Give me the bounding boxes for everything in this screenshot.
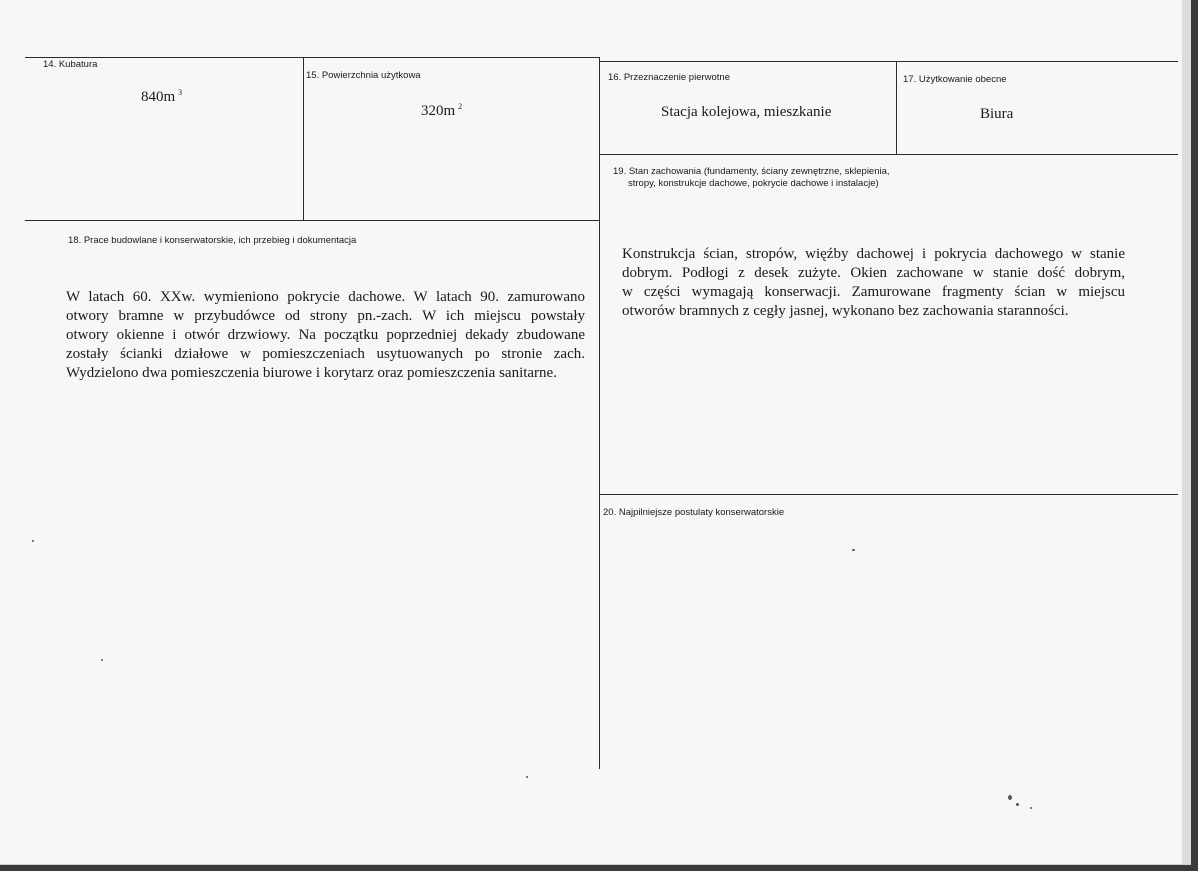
field-18-line: Wydzielono dwa pomieszczenia biurowe i korytarz oraz pomieszczenia sanitarne. [66,365,557,381]
divider-main [599,57,600,769]
rule-under-16-17 [600,154,1178,155]
top-rule-left [25,57,600,58]
scan-speck [526,776,528,778]
scan-edge [1182,0,1190,864]
field-15-label: 15. Powierzchnia użytkowa [306,70,421,81]
scan-speck [32,540,34,542]
field-19-line: otworów bramnych z cegły jasnej, wykonano bez zachowania staranności. [622,303,1069,319]
field-19-line: w części wymagają konserwacji. Zamurowane fragmenty ścian w miejscu [622,284,1125,300]
field-19-line: dobrym. Podłogi z desek zużyte. Okien zachowane w stanie dość dobrym, [622,265,1125,281]
scan-speck [852,549,855,551]
field-17-label: 17. Użytkowanie obecne [903,74,1007,85]
field-18-text [66,288,585,383]
field-15-value [421,102,462,120]
field-16-label: 16. Przeznaczenie pierwotne [608,72,730,83]
scan-speck [1008,795,1012,800]
top-rule-right [600,61,1178,62]
field-14-value [141,88,182,106]
field-18-line: zostały ścianki działowe w pomieszczeniach usytuowanych po stronie zach. [66,346,585,362]
field-18-line: otwory bramne w przybudówce od strony pn.-zach. W ich miejscu powstały [66,308,585,324]
field-18-line: otwory okienne i otwór drzwiowy. Na początku poprzedniej dekady zbudowane [66,327,585,343]
scan-speck [1016,803,1019,806]
field-15-number: 320m [421,103,456,119]
field-19-text [622,245,1125,321]
rule-above-20 [600,494,1178,495]
field-15-unit-exponent: 2 [458,102,463,111]
field-20-label: 20. Najpilniejsze postulaty konserwatorskie [603,507,785,518]
field-14-label: 14. Kubatura [43,59,98,70]
divider-16-17 [896,61,897,154]
field-19-label-line1: 19. Stan zachowania (fundamenty, ściany zewnętrzne, sklepienia, [613,166,890,177]
field-18-label: 18. Prace budowlane i konserwatorskie, ich przebieg i dokumentacja [68,235,357,246]
field-16-value: Stacja kolejowa, mieszkanie [661,104,832,120]
field-19-line: Konstrukcja ścian, stropów, więźby dachowej i pokrycia dachowego w stanie [622,246,1125,262]
field-19-label-line2: stropy, konstrukcje dachowe, pokrycie dachowe i instalacje) [628,178,879,189]
divider-14-15 [303,57,304,220]
field-14-unit-exponent: 3 [178,88,183,97]
scan-speck [1030,807,1032,809]
field-14-number: 840m [141,89,176,105]
scan-speck [101,659,103,661]
rule-under-14-15 [25,220,600,221]
field-18-line: W latach 60. XXw. wymieniono pokrycie dachowe. W latach 90. zamurowano [66,289,585,305]
field-17-value: Biura [980,106,1014,122]
